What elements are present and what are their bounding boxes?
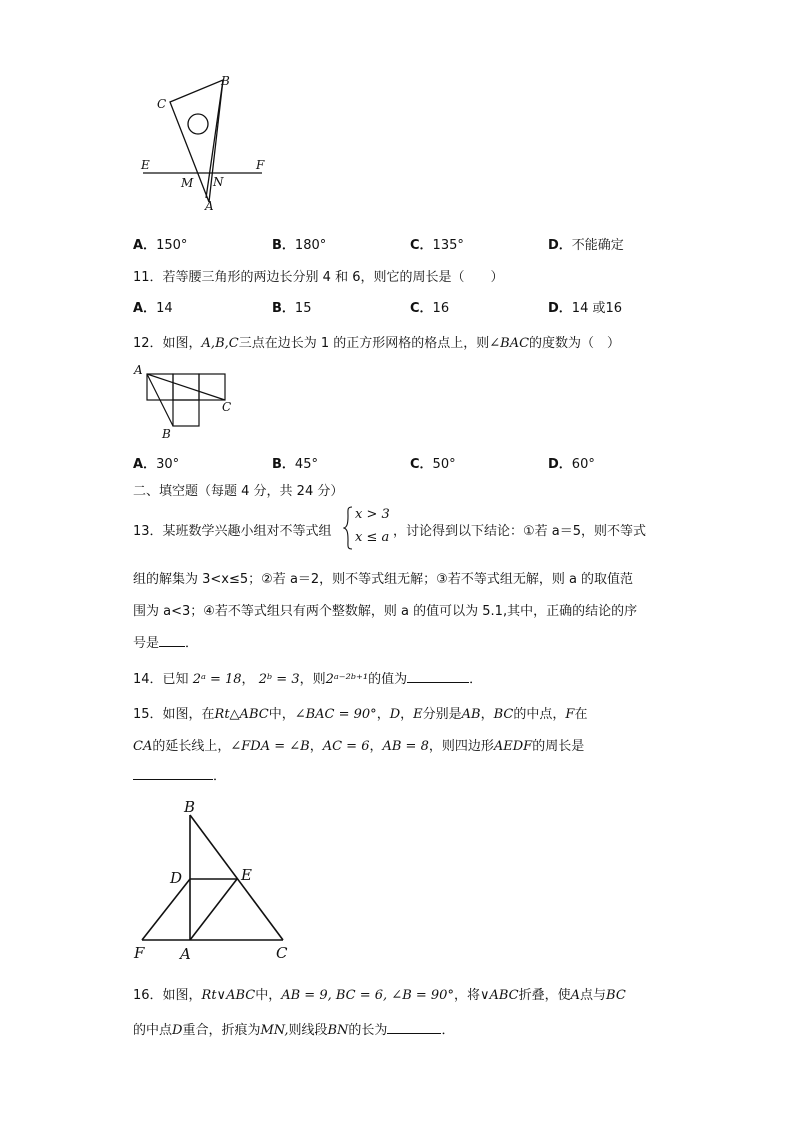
- label-A: A: [134, 363, 143, 377]
- q14-expr: 2ᵃ⁻²ᵇ⁺¹: [325, 672, 369, 687]
- label-B: B: [221, 74, 230, 88]
- label-A: A: [205, 199, 214, 213]
- label-M: M: [181, 176, 194, 190]
- q14-stem: 14．已知 2ᵃ = 18， 2ᵇ = 3，则2ᵃ⁻²ᵇ⁺¹的值为 ．: [133, 672, 483, 687]
- q16-line1: 16．如图，Rt∨ABC中，AB = 9, BC = 6, ∠B = 90°，将∨ABC折叠，使A点与BC: [133, 988, 626, 1003]
- q10-option-c: C．135°: [410, 238, 464, 253]
- q14-eq1: 2ᵃ = 18: [192, 672, 242, 687]
- q16-line2: 的中点D重合，折痕为MN,则线段BN的长为 ．: [133, 1023, 455, 1038]
- q15-line3: ．: [133, 765, 226, 784]
- q16-answer-blank[interactable]: [387, 1021, 441, 1034]
- label-A: A: [180, 945, 191, 963]
- q10-option-d: D．不能确定: [548, 238, 624, 253]
- label-E: E: [141, 158, 150, 172]
- label-E: E: [241, 866, 252, 884]
- q15-line2: CA的延长线上，∠FDA = ∠B，AC = 6，AB = 8，则四边形AEDF的周长是: [133, 739, 585, 754]
- q12-angle: ∠BAC: [489, 336, 530, 351]
- q11-option-b: B．15: [272, 301, 312, 316]
- q10-option-b: B．180°: [272, 238, 327, 253]
- q14-eq2: 2ᵇ = 3: [258, 672, 300, 687]
- label-C: C: [222, 400, 232, 414]
- q14-answer-blank[interactable]: [407, 670, 469, 683]
- q13-line4: 号是 ．: [133, 636, 199, 651]
- q11-stem: 11．若等腰三角形的两边长分别 4 和 6，则它的周长是（ ）: [133, 270, 504, 285]
- figure-q10: [135, 70, 270, 215]
- label-B: B: [184, 798, 196, 816]
- q13-line1: 13．某班数学兴趣小组对不等式组: [133, 524, 332, 539]
- label-N: N: [213, 175, 224, 189]
- q13-line3: 围为 a<3；④若不等式组只有两个整数解，则 a 的值可以为 5.1,其中，正确的结论的序: [133, 604, 638, 619]
- q13-line2: 组的解集为 3<x≤5；②若 a＝2，则不等式组无解；③若不等式组无解，则 a 的取值范: [133, 572, 634, 587]
- figure-q12: [130, 362, 242, 442]
- label-F: F: [134, 944, 145, 962]
- brace-icon: [343, 506, 353, 550]
- q15-line1: 15．如图，在Rt△ABC中，∠BAC = 90°，D，E分别是AB，BC的中点，F在: [133, 707, 588, 722]
- q13-answer-blank[interactable]: [159, 634, 185, 647]
- q11-option-d: D．14 或16: [548, 301, 623, 316]
- label-C: C: [157, 97, 167, 111]
- q13-line1-rest: ，讨论得到以下结论：①若 a＝5，则不等式: [393, 524, 647, 539]
- q12-option-c: C．50°: [410, 457, 456, 472]
- section-title: 二、填空题（每题 4 分，共 24 分）: [133, 484, 344, 499]
- q10-option-a: A．150°: [133, 238, 188, 253]
- q13-inequality-2: x ≤ a: [355, 530, 390, 545]
- q12-points: A,B,C: [201, 336, 239, 351]
- q12-option-a: A．30°: [133, 457, 180, 472]
- hole-circle: [188, 114, 208, 134]
- label-D: D: [170, 869, 183, 887]
- q12-option-d: D．60°: [548, 457, 595, 472]
- q11-option-a: A．14: [133, 301, 173, 316]
- q12-option-b: B．45°: [272, 457, 318, 472]
- q15-answer-blank[interactable]: [133, 767, 213, 780]
- label-B: B: [162, 427, 171, 441]
- label-C: C: [276, 944, 288, 962]
- q13-inequality-1: x > 3: [355, 507, 390, 522]
- figure-q15: [130, 795, 295, 965]
- q12-stem: 12．如图，A,B,C三点在边长为 1 的正方形网格的格点上，则∠BAC的度数为（ ）: [133, 336, 621, 351]
- label-F: F: [256, 158, 265, 172]
- q11-option-c: C．16: [410, 301, 450, 316]
